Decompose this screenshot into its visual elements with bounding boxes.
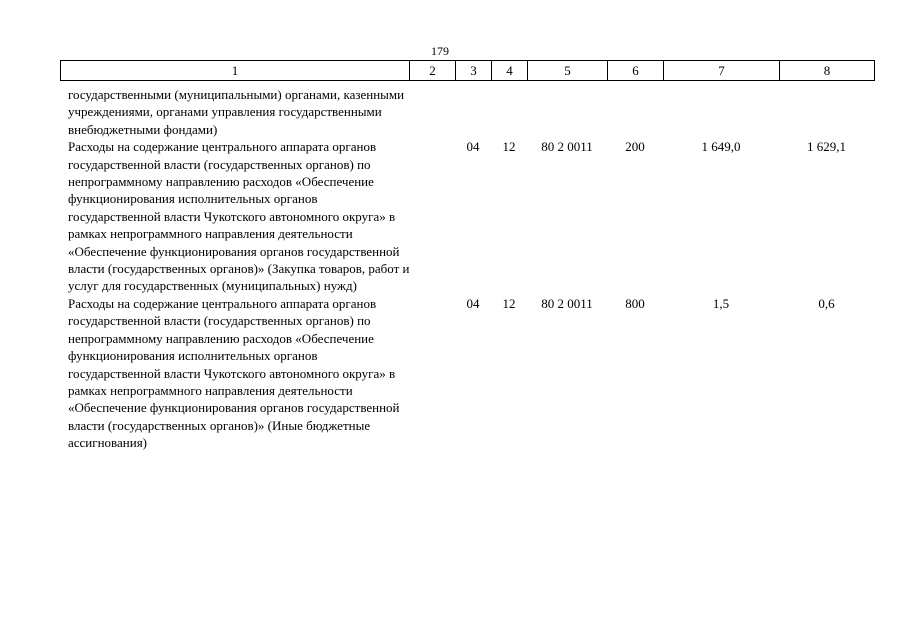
row-description: Расходы на содержание центрального аппарата органов государственной власти (государственных органов) по непрограммному направлению расходов «Обеспечение функционирования исполнительных органов государственной власти Чукотского автономного округа» в рамках непрограммного направления деятельности «Обеспечение функционирования органов государственной власти (государственных органов)» (Иные бюджетные ассигнования) <box>68 295 400 451</box>
column-header-table <box>60 60 875 81</box>
table-body <box>60 86 874 452</box>
table-row <box>60 86 874 138</box>
section-code: 04 <box>466 139 480 155</box>
table-row <box>60 138 874 295</box>
expense-type-code: 800 <box>625 295 645 311</box>
row-description: государственными (муниципальными) органами, казенными учреждениями, органами управления государственными внебюджетными фондами) <box>68 87 405 137</box>
header-col-1: 1 <box>61 61 410 81</box>
amount-col-7: 1,5 <box>712 295 730 311</box>
header-col-4: 4 <box>492 61 528 81</box>
subsection-code: 12 <box>502 139 516 155</box>
header-col-3: 3 <box>456 61 492 81</box>
amount-col-8: 0,6 <box>818 295 835 311</box>
table-row <box>60 295 874 452</box>
header-col-8: 8 <box>780 61 875 81</box>
amount-col-7: 1 649,0 <box>701 139 741 155</box>
header-row <box>61 61 875 81</box>
page-number: 179 <box>431 44 449 58</box>
header-col-2: 2 <box>410 61 456 81</box>
target-article-code: 80 2 0011 <box>541 295 593 311</box>
header-col-5: 5 <box>528 61 608 81</box>
header-col-7: 7 <box>664 61 780 81</box>
expense-type-code: 200 <box>625 139 645 155</box>
subsection-code: 12 <box>502 295 516 311</box>
amount-col-8: 1 629,1 <box>807 139 846 155</box>
header-col-6: 6 <box>608 61 664 81</box>
target-article-code: 80 2 0011 <box>541 139 593 155</box>
row-description: Расходы на содержание центрального аппарата органов государственной власти (государственных органов) по непрограммному направлению расходов «Обеспечение функционирования исполнительных органов государственной власти Чукотского автономного округа» в рамках непрограммного направления деятельности «Обеспечение функционирования органов государственной власти (государственных органов)» (Закупка товаров, работ и услуг для государственных (муниципальных) нужд) <box>68 139 410 294</box>
section-code: 04 <box>466 295 480 311</box>
